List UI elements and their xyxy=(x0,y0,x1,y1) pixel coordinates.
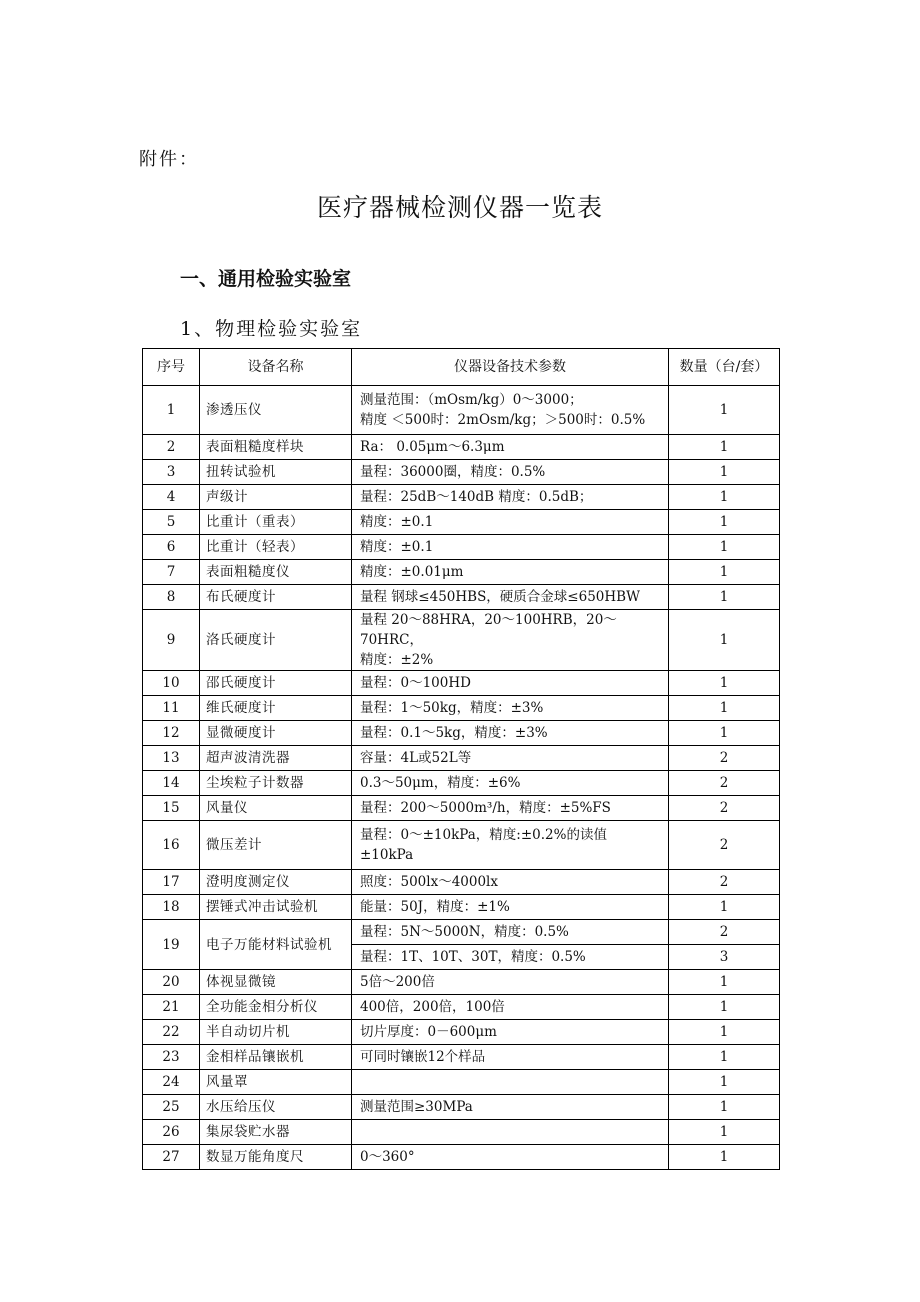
technical-params: 可同时镶嵌12个样品 xyxy=(352,1045,669,1070)
quantity: 1 xyxy=(669,386,780,435)
quantity: 1 xyxy=(669,435,780,460)
technical-params: 量程：0～100HD xyxy=(352,671,669,696)
table-row xyxy=(143,970,780,995)
row-number: 18 xyxy=(143,895,200,920)
table-row xyxy=(143,1045,780,1070)
equipment-name: 半自动切片机 xyxy=(200,1020,352,1045)
equipment-name: 数显万能角度尺 xyxy=(200,1145,352,1170)
quantity: 1 xyxy=(669,460,780,485)
row-number: 17 xyxy=(143,870,200,895)
equipment-name: 维氏硬度计 xyxy=(200,696,352,721)
equipment-name: 扭转试验机 xyxy=(200,460,352,485)
table-row xyxy=(143,721,780,746)
equipment-name: 摆锤式冲击试验机 xyxy=(200,895,352,920)
quantity: 2 xyxy=(669,821,780,870)
equipment-name: 电子万能材料试验机 xyxy=(200,920,352,970)
quantity: 2 xyxy=(669,771,780,796)
equipment-name: 风量罩 xyxy=(200,1070,352,1095)
row-number: 9 xyxy=(143,610,200,671)
technical-params: 量程：0～±10kPa，精度:±0.2%的读值 ±10kPa xyxy=(352,821,669,870)
row-number: 16 xyxy=(143,821,200,870)
row-number: 25 xyxy=(143,1095,200,1120)
technical-params: 量程：1T、10T、30T，精度：0.5% xyxy=(352,945,669,970)
quantity: 1 xyxy=(669,970,780,995)
table-row xyxy=(143,435,780,460)
technical-params: 精度：±0.1 xyxy=(352,535,669,560)
equipment-name: 表面粗糙度仪 xyxy=(200,560,352,585)
quantity: 1 xyxy=(669,535,780,560)
header-qty: 数量（台/套） xyxy=(669,349,780,386)
quantity: 1 xyxy=(669,485,780,510)
equipment-name: 渗透压仪 xyxy=(200,386,352,435)
equipment-name: 全功能金相分析仪 xyxy=(200,995,352,1020)
row-number: 14 xyxy=(143,771,200,796)
technical-params: 容量：4L或52L等 xyxy=(352,746,669,771)
equipment-name: 尘埃粒子计数器 xyxy=(200,771,352,796)
equipment-table xyxy=(142,348,780,1170)
table-row xyxy=(143,510,780,535)
quantity: 1 xyxy=(669,560,780,585)
quantity: 1 xyxy=(669,721,780,746)
equipment-name: 澄明度测定仪 xyxy=(200,870,352,895)
equipment-name: 水压给压仪 xyxy=(200,1095,352,1120)
quantity: 1 xyxy=(669,671,780,696)
technical-params: 量程：25dB～140dB 精度：0.5dB； xyxy=(352,485,669,510)
technical-params: 量程：5N～5000N，精度：0.5% xyxy=(352,920,669,945)
table-row xyxy=(143,771,780,796)
quantity: 1 xyxy=(669,1070,780,1095)
table-row xyxy=(143,560,780,585)
quantity: 1 xyxy=(669,585,780,610)
technical-params: 量程：1～50kg，精度：±3% xyxy=(352,696,669,721)
table-header-row xyxy=(143,349,780,386)
row-number: 3 xyxy=(143,460,200,485)
quantity: 1 xyxy=(669,1095,780,1120)
equipment-name: 邵氏硬度计 xyxy=(200,671,352,696)
row-number: 24 xyxy=(143,1070,200,1095)
technical-params: 400倍，200倍，100倍 xyxy=(352,995,669,1020)
technical-params: 测量范围≥30MPa xyxy=(352,1095,669,1120)
technical-params: 量程 20～88HRA，20～100HRB，20～70HRC， 精度：±2% xyxy=(352,610,669,671)
technical-params: Ra： 0.05μm～6.3μm xyxy=(352,435,669,460)
header-no: 序号 xyxy=(143,349,200,386)
quantity: 2 xyxy=(669,796,780,821)
table-body xyxy=(143,386,780,1170)
row-number: 15 xyxy=(143,796,200,821)
table-row xyxy=(143,746,780,771)
technical-params: 0.3～50μm，精度：±6% xyxy=(352,771,669,796)
table-row xyxy=(143,895,780,920)
equipment-name: 声级计 xyxy=(200,485,352,510)
quantity: 3 xyxy=(669,945,780,970)
row-number: 4 xyxy=(143,485,200,510)
table-row xyxy=(143,696,780,721)
equipment-name: 洛氏硬度计 xyxy=(200,610,352,671)
table-row xyxy=(143,485,780,510)
equipment-name: 体视显微镜 xyxy=(200,970,352,995)
table-row xyxy=(143,671,780,696)
attachment-label: 附件： xyxy=(139,149,199,170)
table-row xyxy=(143,535,780,560)
quantity: 1 xyxy=(669,1020,780,1045)
quantity: 1 xyxy=(669,610,780,671)
technical-params: 精度：±0.01μm xyxy=(352,560,669,585)
row-number: 8 xyxy=(143,585,200,610)
technical-params xyxy=(352,1070,669,1095)
table-row xyxy=(143,995,780,1020)
equipment-name: 表面粗糙度样块 xyxy=(200,435,352,460)
row-number: 22 xyxy=(143,1020,200,1045)
quantity: 1 xyxy=(669,1120,780,1145)
quantity: 1 xyxy=(669,696,780,721)
table-row xyxy=(143,610,780,671)
technical-params xyxy=(352,1120,669,1145)
table-row xyxy=(143,1070,780,1095)
quantity: 2 xyxy=(669,920,780,945)
table-row xyxy=(143,1020,780,1045)
table-row xyxy=(143,920,780,945)
technical-params: 能量：50J，精度：±1% xyxy=(352,895,669,920)
equipment-name: 比重计（重表） xyxy=(200,510,352,535)
equipment-name: 微压差计 xyxy=(200,821,352,870)
row-number: 26 xyxy=(143,1120,200,1145)
row-number: 23 xyxy=(143,1045,200,1070)
row-number: 11 xyxy=(143,696,200,721)
table-row xyxy=(143,1095,780,1120)
row-number: 27 xyxy=(143,1145,200,1170)
row-number: 21 xyxy=(143,995,200,1020)
technical-params: 量程：36000圈，精度：0.5% xyxy=(352,460,669,485)
row-number: 10 xyxy=(143,671,200,696)
row-number: 7 xyxy=(143,560,200,585)
equipment-name: 风量仪 xyxy=(200,796,352,821)
technical-params: 量程 钢球≤450HBS，硬质合金球≤650HBW xyxy=(352,585,669,610)
technical-params: 量程：0.1～5kg，精度：±3% xyxy=(352,721,669,746)
equipment-name: 比重计（轻表） xyxy=(200,535,352,560)
technical-params: 切片厚度：0－600μm xyxy=(352,1020,669,1045)
row-number: 6 xyxy=(143,535,200,560)
header-params: 仪器设备技术参数 xyxy=(352,349,669,386)
table-row xyxy=(143,821,780,870)
row-number: 19 xyxy=(143,920,200,970)
technical-params: 精度：±0.1 xyxy=(352,510,669,535)
row-number: 12 xyxy=(143,721,200,746)
table-row xyxy=(143,1145,780,1170)
header-name: 设备名称 xyxy=(200,349,352,386)
table-row xyxy=(143,386,780,435)
technical-params: 5倍～200倍 xyxy=(352,970,669,995)
subsection-heading: 1、物理检验实验室 xyxy=(180,318,363,340)
table-row xyxy=(143,585,780,610)
row-number: 13 xyxy=(143,746,200,771)
quantity: 1 xyxy=(669,1045,780,1070)
quantity: 1 xyxy=(669,1145,780,1170)
equipment-name: 金相样品镶嵌机 xyxy=(200,1045,352,1070)
quantity: 2 xyxy=(669,870,780,895)
technical-params: 测量范围：（mOsm/kg）0～3000； 精度 ＜500时：2mOsm/kg；＞500时：0.5% xyxy=(352,386,669,435)
row-number: 5 xyxy=(143,510,200,535)
equipment-name: 超声波清洗器 xyxy=(200,746,352,771)
table-row xyxy=(143,460,780,485)
table-row xyxy=(143,870,780,895)
technical-params: 0～360° xyxy=(352,1145,669,1170)
quantity: 1 xyxy=(669,895,780,920)
section-heading: 一、通用检验实验室 xyxy=(180,268,352,290)
equipment-name: 布氏硬度计 xyxy=(200,585,352,610)
quantity: 1 xyxy=(669,995,780,1020)
row-number: 2 xyxy=(143,435,200,460)
technical-params: 照度：500lx～4000lx xyxy=(352,870,669,895)
technical-params: 量程：200～5000m³/h，精度：±5%FS xyxy=(352,796,669,821)
table-row xyxy=(143,796,780,821)
quantity: 2 xyxy=(669,746,780,771)
quantity: 1 xyxy=(669,510,780,535)
page-title: 医疗器械检测仪器一览表 xyxy=(316,193,603,222)
table-row xyxy=(143,1120,780,1145)
row-number: 20 xyxy=(143,970,200,995)
equipment-name: 集尿袋贮水器 xyxy=(200,1120,352,1145)
equipment-name: 显微硬度计 xyxy=(200,721,352,746)
row-number: 1 xyxy=(143,386,200,435)
